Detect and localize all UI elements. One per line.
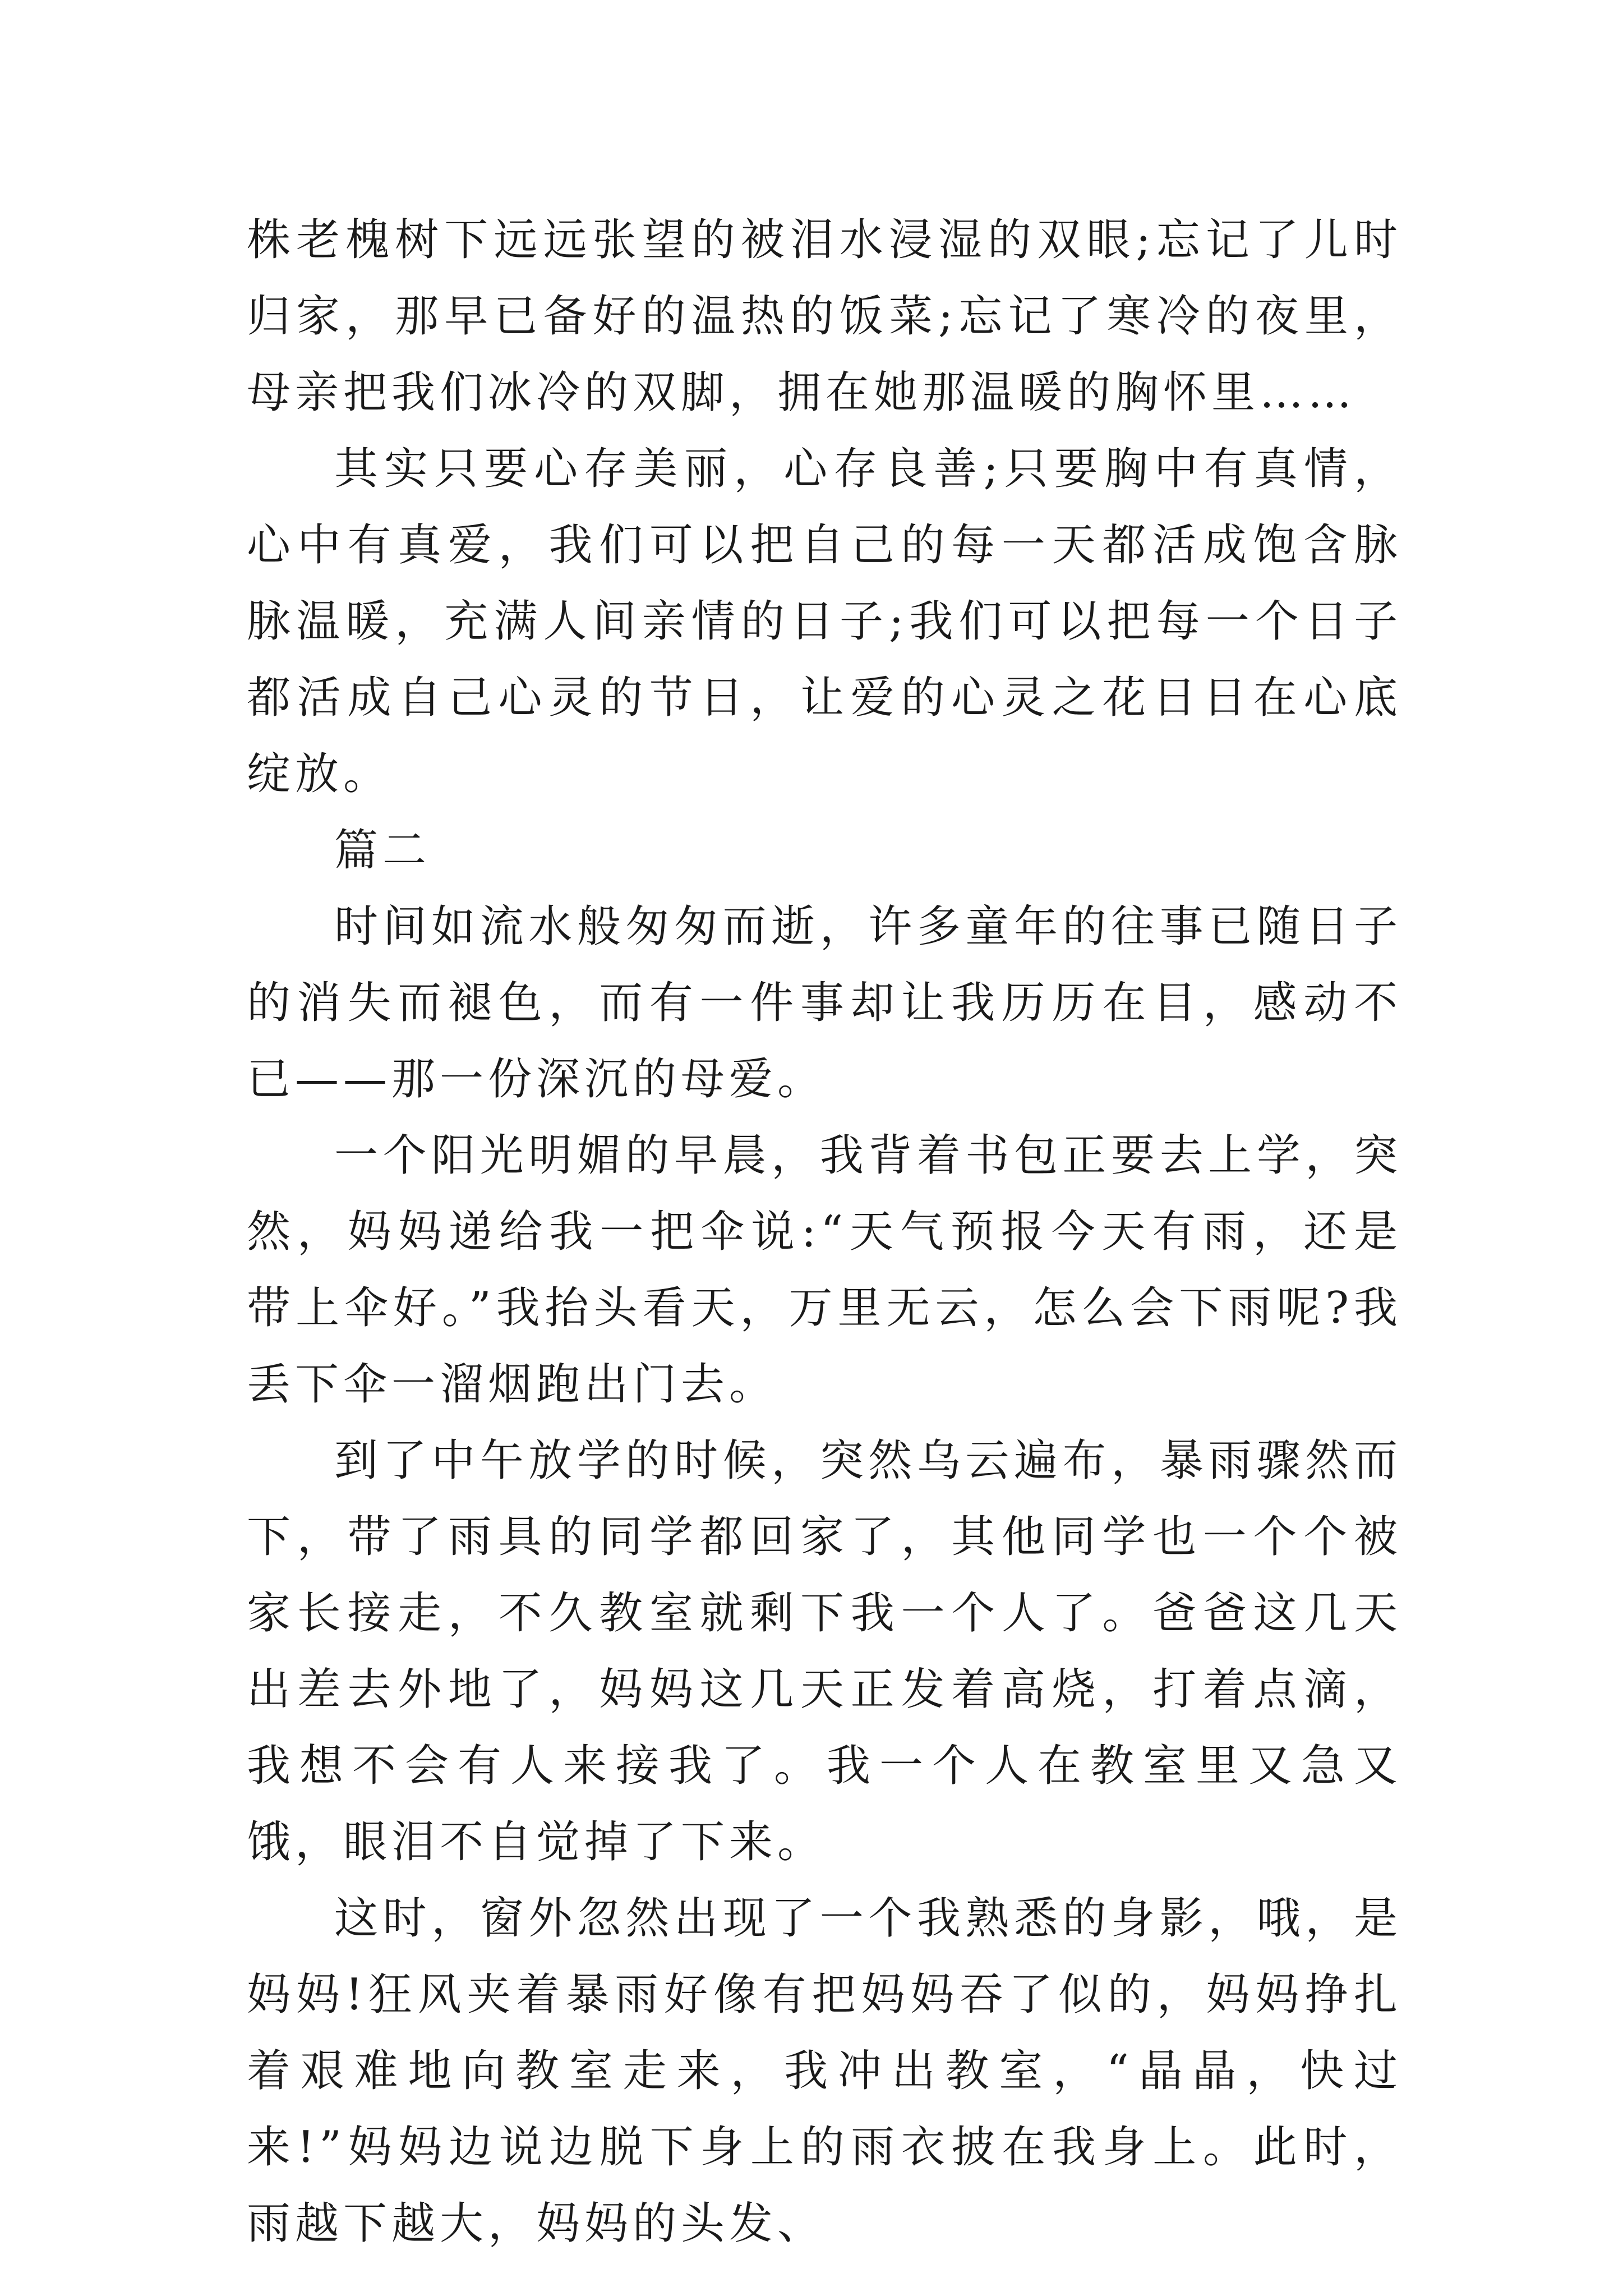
document-body (247, 202, 1402, 2262)
paragraph: 株老槐树下远远张望的被泪水浸湿的双眼;忘记了儿时归家，那早已备好的温热的饭菜;忘记了寒冷的夜里，母亲把我们冰冷的双脚，拥在她那温暖的胸怀里…… (247, 215, 1402, 418)
section-heading: 篇二 (334, 825, 431, 876)
paragraph: 一个阳光明媚的早晨，我背着书包正要去上学，突然，妈妈递给我一把伞说:“天气预报今天有雨，还是带上伞好。”我抬头看天，万里无云，怎么会下雨呢?我丢下伞一溜烟跑出门去。 (247, 1130, 1402, 1410)
paragraph: 这时，窗外忽然出现了一个我熟悉的身影，哦，是妈妈!狂风夹着暴雨好像有把妈妈吞了似的，妈妈挣扎着艰难地向教室走来，我冲出教室，“晶晶，快过来!”妈妈边说边脱下身上的雨衣披在我身上。此时，雨越下越大，妈妈的头发、 (247, 1893, 1402, 2249)
paragraph: 其实只要心存美丽，心存良善;只要胸中有真情，心中有真爱，我们可以把自己的每一天都活成饱含脉脉温暖，充满人间亲情的日子;我们可以把每一个日子都活成自己心灵的节日，让爱的心灵之花日日在心底绽放。 (247, 444, 1402, 799)
paragraph: 到了中午放学的时候，突然乌云遍布，暴雨骤然而下，带了雨具的同学都回家了，其他同学也一个个被家长接走，不久教室就剩下我一个人了。爸爸这几天出差去外地了，妈妈这几天正发着高烧，打着点滴，我想不会有人来接我了。我一个人在教室里又急又饿，眼泪不自觉掉了下来。 (247, 1435, 1402, 1867)
paragraph: 时间如流水般匆匆而逝，许多童年的往事已随日子的消失而褪色，而有一件事却让我历历在目，感动不已——那一份深沉的母爱。 (247, 901, 1402, 1105)
